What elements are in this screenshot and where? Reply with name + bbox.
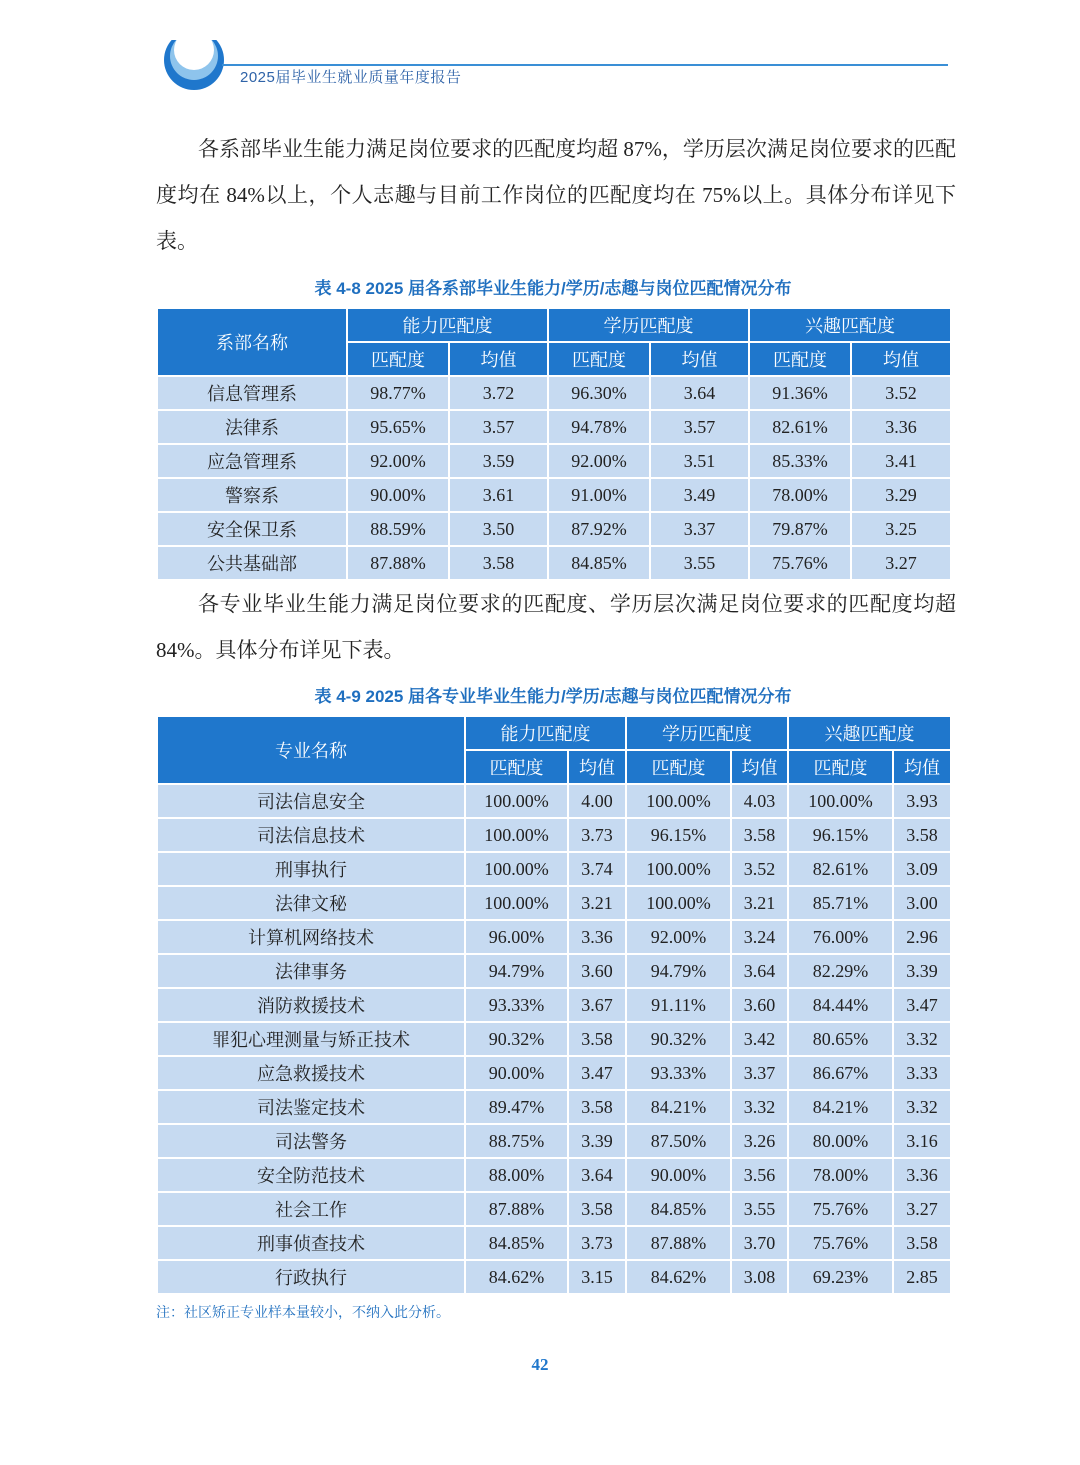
value-cell: 3.58: [893, 1226, 951, 1260]
value-cell: 3.24: [731, 920, 788, 954]
sub-header: 匹配度: [749, 342, 851, 376]
row-name-cell: 应急管理系: [157, 444, 347, 478]
value-cell: 4.03: [731, 784, 788, 818]
value-cell: 3.93: [893, 784, 951, 818]
value-cell: 3.58: [449, 546, 548, 580]
value-cell: 3.57: [449, 410, 548, 444]
value-cell: 3.32: [893, 1090, 951, 1124]
value-cell: 78.00%: [788, 1158, 893, 1192]
value-cell: 82.29%: [788, 954, 893, 988]
group-header: 学历匹配度: [626, 716, 788, 750]
value-cell: 94.79%: [465, 954, 568, 988]
value-cell: 3.15: [568, 1260, 626, 1294]
value-cell: 3.08: [731, 1260, 788, 1294]
value-cell: 86.67%: [788, 1056, 893, 1090]
table-row: [157, 988, 951, 1022]
value-cell: 3.60: [568, 954, 626, 988]
value-cell: 3.32: [893, 1022, 951, 1056]
value-cell: 92.00%: [626, 920, 731, 954]
value-cell: 3.50: [449, 512, 548, 546]
table-note: 注：社区矫正专业样本量较小，不纳入此分析。: [156, 1306, 450, 1321]
value-cell: 3.37: [731, 1056, 788, 1090]
value-cell: 84.21%: [788, 1090, 893, 1124]
sub-header: 均值: [449, 342, 548, 376]
value-cell: 3.36: [851, 410, 951, 444]
table1-caption: 表 4-8 2025 届各系部毕业生能力/学历/志趣与岗位匹配情况分布: [314, 279, 792, 298]
sub-header: 均值: [893, 750, 951, 784]
sub-header: 匹配度: [548, 342, 650, 376]
value-cell: 75.76%: [788, 1226, 893, 1260]
value-cell: 3.25: [851, 512, 951, 546]
value-cell: 75.76%: [788, 1192, 893, 1226]
table-row: [157, 1226, 951, 1260]
value-cell: 92.00%: [347, 444, 449, 478]
value-cell: 100.00%: [465, 852, 568, 886]
table-row: [157, 478, 951, 512]
value-cell: 3.27: [893, 1192, 951, 1226]
value-cell: 3.55: [650, 546, 749, 580]
value-cell: 87.88%: [347, 546, 449, 580]
value-cell: 90.00%: [626, 1158, 731, 1192]
value-cell: 3.64: [731, 954, 788, 988]
value-cell: 3.55: [731, 1192, 788, 1226]
sub-header: 匹配度: [626, 750, 731, 784]
row-name-cell: 司法警务: [157, 1124, 465, 1158]
value-cell: 3.72: [449, 376, 548, 410]
value-cell: 76.00%: [788, 920, 893, 954]
table-row: [157, 954, 951, 988]
value-cell: 87.88%: [626, 1226, 731, 1260]
value-cell: 82.61%: [749, 410, 851, 444]
value-cell: 2.85: [893, 1260, 951, 1294]
row-name-cell: 安全保卫系: [157, 512, 347, 546]
table-row: [157, 410, 951, 444]
value-cell: 82.61%: [788, 852, 893, 886]
value-cell: 3.52: [731, 852, 788, 886]
table-row: [157, 444, 951, 478]
group-header: 兴趣匹配度: [749, 308, 951, 342]
value-cell: 3.61: [449, 478, 548, 512]
row-name-cell: 公共基础部: [157, 546, 347, 580]
row-name-cell: 安全防范技术: [157, 1158, 465, 1192]
value-cell: 84.62%: [465, 1260, 568, 1294]
value-cell: 93.33%: [626, 1056, 731, 1090]
value-cell: 3.73: [568, 1226, 626, 1260]
value-cell: 90.00%: [465, 1056, 568, 1090]
value-cell: 85.71%: [788, 886, 893, 920]
major-paragraph: 各专业毕业生能力满足岗位要求的匹配度、学历层次满足岗位要求的匹配度均超 84%。具体分布详见下表。: [156, 592, 956, 662]
value-cell: 3.47: [893, 988, 951, 1022]
value-cell: 100.00%: [465, 784, 568, 818]
report-logo-icon: [160, 40, 240, 100]
value-cell: 96.00%: [465, 920, 568, 954]
value-cell: 3.56: [731, 1158, 788, 1192]
value-cell: 3.42: [731, 1022, 788, 1056]
value-cell: 90.32%: [626, 1022, 731, 1056]
value-cell: 75.76%: [749, 546, 851, 580]
value-cell: 91.36%: [749, 376, 851, 410]
table-row: [157, 852, 951, 886]
value-cell: 100.00%: [465, 818, 568, 852]
row-name-cell: 刑事执行: [157, 852, 465, 886]
value-cell: 3.64: [650, 376, 749, 410]
value-cell: 3.49: [650, 478, 749, 512]
value-cell: 87.50%: [626, 1124, 731, 1158]
value-cell: 3.09: [893, 852, 951, 886]
value-cell: 96.15%: [788, 818, 893, 852]
row-name-cell: 刑事侦查技术: [157, 1226, 465, 1260]
value-cell: 3.73: [568, 818, 626, 852]
group-header: 能力匹配度: [347, 308, 548, 342]
sub-header: 均值: [731, 750, 788, 784]
value-cell: 84.21%: [626, 1090, 731, 1124]
value-cell: 90.00%: [347, 478, 449, 512]
value-cell: 96.15%: [626, 818, 731, 852]
value-cell: 3.58: [893, 818, 951, 852]
table2-caption: 表 4-9 2025 届各专业毕业生能力/学历/志趣与岗位匹配情况分布: [314, 687, 792, 706]
value-cell: 3.26: [731, 1124, 788, 1158]
value-cell: 3.51: [650, 444, 749, 478]
row-name-cell: 司法信息安全: [157, 784, 465, 818]
sub-header: 匹配度: [465, 750, 568, 784]
table-row: [157, 512, 951, 546]
value-cell: 95.65%: [347, 410, 449, 444]
table-row: [157, 818, 951, 852]
sub-header: 均值: [568, 750, 626, 784]
value-cell: 84.85%: [465, 1226, 568, 1260]
value-cell: 3.16: [893, 1124, 951, 1158]
row-name-cell: 司法信息技术: [157, 818, 465, 852]
table-row: [157, 1124, 951, 1158]
value-cell: 3.59: [449, 444, 548, 478]
value-cell: 92.00%: [548, 444, 650, 478]
value-cell: 3.32: [731, 1090, 788, 1124]
value-cell: 84.85%: [626, 1192, 731, 1226]
value-cell: 96.30%: [548, 376, 650, 410]
value-cell: 84.62%: [626, 1260, 731, 1294]
value-cell: 85.33%: [749, 444, 851, 478]
value-cell: 100.00%: [626, 852, 731, 886]
value-cell: 88.75%: [465, 1124, 568, 1158]
table-row: [157, 376, 951, 410]
page-number: 42: [531, 1355, 549, 1374]
value-cell: 84.44%: [788, 988, 893, 1022]
sub-header: 匹配度: [347, 342, 449, 376]
table-row: [157, 784, 951, 818]
value-cell: 3.39: [893, 954, 951, 988]
row-name-cell: 警察系: [157, 478, 347, 512]
value-cell: 94.79%: [626, 954, 731, 988]
value-cell: 3.37: [650, 512, 749, 546]
table-row: [157, 1260, 951, 1294]
value-cell: 3.57: [650, 410, 749, 444]
row-name-cell: 消防救援技术: [157, 988, 465, 1022]
value-cell: 94.78%: [548, 410, 650, 444]
value-cell: 88.00%: [465, 1158, 568, 1192]
page-header: [0, 0, 1080, 100]
table-row: [157, 1158, 951, 1192]
row-name-cell: 信息管理系: [157, 376, 347, 410]
row-name-cell: 应急救援技术: [157, 1056, 465, 1090]
table-row: [157, 1022, 951, 1056]
sub-header: 均值: [650, 342, 749, 376]
sub-header: 匹配度: [788, 750, 893, 784]
value-cell: 3.33: [893, 1056, 951, 1090]
value-cell: 3.36: [893, 1158, 951, 1192]
value-cell: 87.92%: [548, 512, 650, 546]
table-row: [157, 920, 951, 954]
value-cell: 91.00%: [548, 478, 650, 512]
value-cell: 3.21: [731, 886, 788, 920]
value-cell: 3.27: [851, 546, 951, 580]
row-name-cell: 法律文秘: [157, 886, 465, 920]
row-name-cell: 社会工作: [157, 1192, 465, 1226]
value-cell: 3.74: [568, 852, 626, 886]
value-cell: 3.47: [568, 1056, 626, 1090]
value-cell: 78.00%: [749, 478, 851, 512]
value-cell: 3.36: [568, 920, 626, 954]
row-name-cell: 罪犯心理测量与矫正技术: [157, 1022, 465, 1056]
department-match-table: [156, 307, 952, 581]
value-cell: 3.00: [893, 886, 951, 920]
value-cell: 3.64: [568, 1158, 626, 1192]
group-header: 能力匹配度: [465, 716, 626, 750]
value-cell: 93.33%: [465, 988, 568, 1022]
value-cell: 3.58: [731, 818, 788, 852]
value-cell: 3.58: [568, 1090, 626, 1124]
table-row: [157, 886, 951, 920]
value-cell: 3.70: [731, 1226, 788, 1260]
table-row: [157, 1056, 951, 1090]
value-cell: 3.21: [568, 886, 626, 920]
value-cell: 87.88%: [465, 1192, 568, 1226]
intro-paragraph: 各系部毕业生能力满足岗位要求的匹配度均超 87%，学历层次满足岗位要求的匹配度均在 84%以上，个人志趣与目前工作岗位的匹配度均在 75%以上。具体分布详见下表。: [156, 137, 956, 253]
name-header: 系部名称: [157, 308, 347, 376]
table-row: [157, 1192, 951, 1226]
value-cell: 69.23%: [788, 1260, 893, 1294]
row-name-cell: 行政执行: [157, 1260, 465, 1294]
value-cell: 100.00%: [465, 886, 568, 920]
value-cell: 3.41: [851, 444, 951, 478]
row-name-cell: 司法鉴定技术: [157, 1090, 465, 1124]
value-cell: 100.00%: [626, 784, 731, 818]
value-cell: 3.67: [568, 988, 626, 1022]
value-cell: 4.00: [568, 784, 626, 818]
value-cell: 3.52: [851, 376, 951, 410]
row-name-cell: 法律系: [157, 410, 347, 444]
value-cell: 3.58: [568, 1022, 626, 1056]
group-header: 兴趣匹配度: [788, 716, 951, 750]
sub-header: 均值: [851, 342, 951, 376]
value-cell: 90.32%: [465, 1022, 568, 1056]
value-cell: 80.65%: [788, 1022, 893, 1056]
value-cell: 79.87%: [749, 512, 851, 546]
value-cell: 100.00%: [626, 886, 731, 920]
value-cell: 3.58: [568, 1192, 626, 1226]
group-header: 学历匹配度: [548, 308, 749, 342]
value-cell: 3.39: [568, 1124, 626, 1158]
value-cell: 3.60: [731, 988, 788, 1022]
value-cell: 89.47%: [465, 1090, 568, 1124]
value-cell: 80.00%: [788, 1124, 893, 1158]
value-cell: 3.29: [851, 478, 951, 512]
value-cell: 84.85%: [548, 546, 650, 580]
name-header: 专业名称: [157, 716, 465, 784]
header-title: 2025届毕业生就业质量年度报告: [240, 69, 462, 86]
value-cell: 91.11%: [626, 988, 731, 1022]
major-match-table: [156, 715, 952, 1295]
table-row: [157, 546, 951, 580]
value-cell: 88.59%: [347, 512, 449, 546]
value-cell: 2.96: [893, 920, 951, 954]
row-name-cell: 法律事务: [157, 954, 465, 988]
row-name-cell: 计算机网络技术: [157, 920, 465, 954]
value-cell: 98.77%: [347, 376, 449, 410]
table-row: [157, 1090, 951, 1124]
value-cell: 100.00%: [788, 784, 893, 818]
